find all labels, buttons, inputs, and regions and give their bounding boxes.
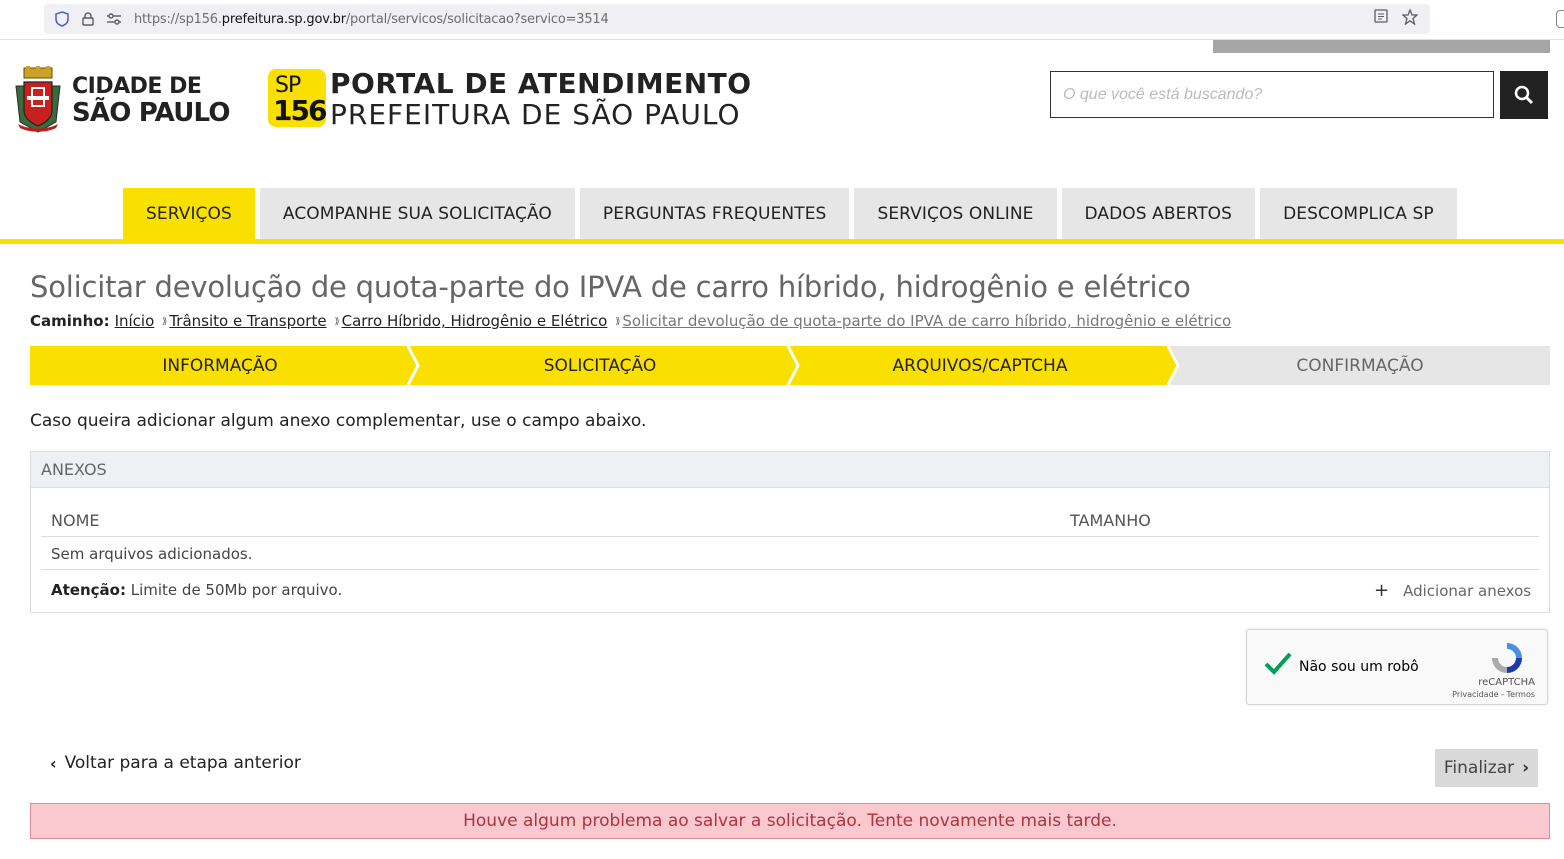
nav-descomplica[interactable]: DESCOMPLICA SP <box>1260 188 1457 239</box>
back-label: Voltar para a etapa anterior <box>64 753 301 773</box>
recaptcha-terms-link[interactable]: Privacidade - Termos <box>1452 690 1535 699</box>
url-text[interactable] <box>134 12 609 27</box>
recaptcha-label: Não sou um robô <box>1299 659 1419 675</box>
checkmark-icon[interactable] <box>1263 648 1293 678</box>
url-domain: prefeitura.sp.gov.br <box>221 11 346 27</box>
portal-title[interactable] <box>330 68 752 130</box>
chevron-left-icon: ‹ <box>50 753 57 773</box>
recaptcha-logo-icon <box>1489 640 1525 676</box>
portal-title-line2: PREFEITURA DE SÃO PAULO <box>330 98 741 131</box>
finish-button[interactable] <box>1435 749 1538 787</box>
tracking-icon[interactable] <box>106 11 122 27</box>
breadcrumb-separator: ⟩⟩ <box>615 317 619 327</box>
nav-servicos[interactable]: SERVIÇOS <box>123 188 255 239</box>
nav-acompanhe[interactable]: ACOMPANHE SUA SOLICITAÇÃO <box>260 188 575 239</box>
error-alert: Houve algum problema ao salvar a solicitação. Tente novamente mais tarde. <box>30 803 1550 839</box>
search-icon <box>1514 85 1534 105</box>
attachments-intro: Caso queira adicionar algum anexo complementar, use o campo abaixo. <box>30 411 647 431</box>
sp156-badge-bottom: 156 <box>273 94 326 127</box>
breadcrumb-current[interactable]: Solicitar devolução de quota-parte do IPVA de carro híbrido, hidrogênio e elétrico <box>622 312 1232 330</box>
size-limit-warning <box>51 581 342 599</box>
coat-of-arms-icon <box>12 66 64 134</box>
search-input[interactable] <box>1051 72 1493 117</box>
attachments-panel-title: ANEXOS <box>31 452 1549 488</box>
breadcrumb-separator: ⟩⟩ <box>334 317 338 327</box>
city-logo-line2: SÃO PAULO <box>72 98 230 128</box>
sp156-badge-top: SP <box>275 73 301 98</box>
search-button[interactable] <box>1500 71 1548 119</box>
url-prefix: https://sp156. <box>134 11 222 27</box>
row-divider <box>41 569 1539 570</box>
row-divider <box>41 536 1539 537</box>
empty-attachments-text: Sem arquivos adicionados. <box>51 545 253 563</box>
recaptcha-widget <box>1246 629 1548 705</box>
main-nav <box>123 188 1457 239</box>
progress-steps <box>30 346 1550 385</box>
breadcrumb <box>30 312 1231 330</box>
warning-text: Limite de 50Mb por arquivo. <box>130 581 343 599</box>
attachments-panel <box>30 451 1550 613</box>
nav-servicos-online[interactable]: SERVIÇOS ONLINE <box>854 188 1056 239</box>
city-logo[interactable] <box>12 66 230 134</box>
back-button[interactable] <box>50 753 301 773</box>
lock-icon[interactable] <box>80 11 96 27</box>
warning-label: Atenção: <box>51 581 126 599</box>
city-logo-line1: CIDADE DE <box>72 74 202 99</box>
add-attachments-label: Adicionar anexos <box>1403 581 1532 600</box>
breadcrumb-inicio[interactable]: Início <box>114 312 155 330</box>
page-title: Solicitar devolução de quota-parte do IPVA de carro híbrido, hidrogênio e elétrico <box>30 270 1191 304</box>
chevron-right-icon: › <box>1522 758 1530 778</box>
column-header-size: TAMANHO <box>1070 511 1151 530</box>
plus-icon: + <box>1374 580 1390 601</box>
finish-label: Finalizar <box>1443 758 1515 778</box>
column-header-name: NOME <box>51 511 100 530</box>
bookmark-star-icon[interactable] <box>1402 9 1418 29</box>
portal-title-line1: PORTAL DE ATENDIMENTO <box>330 67 752 100</box>
nav-perguntas[interactable]: PERGUNTAS FREQUENTES <box>580 188 850 239</box>
step-informacao: INFORMAÇÃO <box>162 355 278 376</box>
extension-icon[interactable] <box>1556 10 1564 28</box>
nav-underline <box>0 239 1564 244</box>
breadcrumb-transito[interactable]: Trânsito e Transporte <box>169 312 327 330</box>
sp156-badge[interactable] <box>268 69 326 127</box>
reader-view-icon[interactable] <box>1374 9 1388 29</box>
top-gray-bar <box>1213 40 1550 53</box>
breadcrumb-label: Caminho: <box>30 312 110 330</box>
add-attachments-button[interactable] <box>1374 580 1531 601</box>
step-confirmacao: CONFIRMAÇÃO <box>1296 355 1424 376</box>
url-path: /portal/servicos/solicitacao?servico=3514 <box>345 11 609 27</box>
breadcrumb-carro-hibrido[interactable]: Carro Híbrido, Hidrogênio e Elétrico <box>341 312 608 330</box>
step-arquivos-captcha: ARQUIVOS/CAPTCHA <box>892 355 1068 376</box>
address-bar[interactable] <box>44 4 1430 34</box>
search-box <box>1050 71 1494 118</box>
breadcrumb-separator: ⟩⟩ <box>162 317 166 327</box>
recaptcha-brand: reCAPTCHA <box>1478 677 1535 688</box>
shield-icon[interactable] <box>54 11 70 27</box>
step-solicitacao: SOLICITAÇÃO <box>543 355 657 376</box>
nav-dados-abertos[interactable]: DADOS ABERTOS <box>1062 188 1256 239</box>
